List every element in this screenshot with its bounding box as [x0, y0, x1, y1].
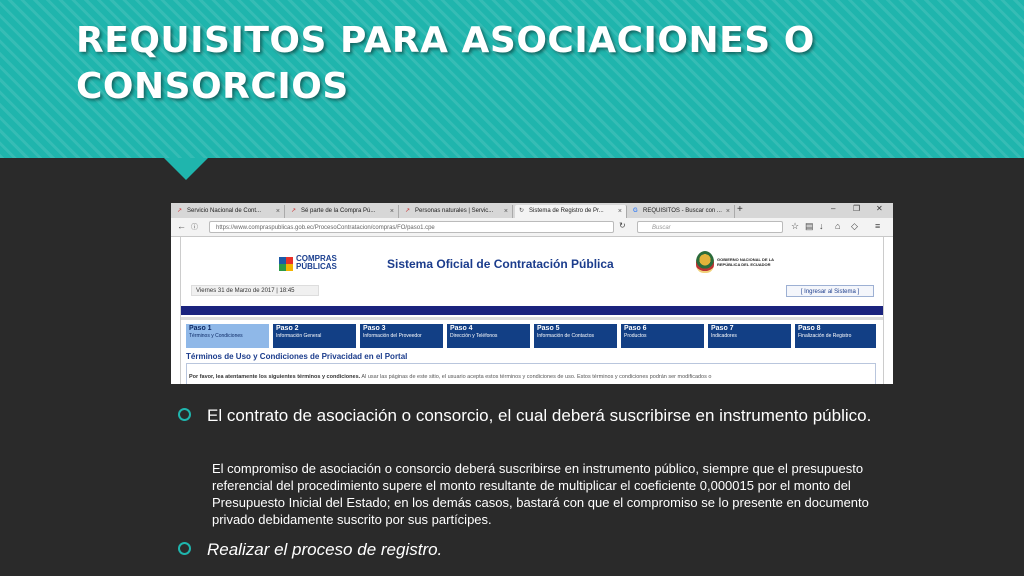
pocket-icon[interactable]: ◇	[851, 221, 858, 231]
close-window-icon[interactable]: ✕	[876, 204, 883, 213]
ecuador-seal-icon	[696, 251, 714, 273]
browser-tab-bar	[171, 203, 893, 218]
government-label: GOBIERNO NACIONAL DE LA REPÚBLICA DEL ECUADOR	[717, 257, 774, 267]
minimize-icon[interactable]: –	[831, 204, 836, 213]
compras-publicas-logo: COMPRAS PÚBLICAS	[279, 255, 341, 273]
step-5[interactable]: Paso 5 Información de Contactos	[534, 324, 619, 348]
step-8[interactable]: Paso 8 Finalización de Registro	[795, 324, 878, 348]
browser-tab[interactable]: ↗ Servicio Nacional de Cont... ×	[173, 205, 285, 218]
browser-toolbar	[171, 218, 893, 237]
maximize-icon[interactable]: ❐	[853, 204, 861, 213]
login-button[interactable]: [ Ingresar al Sistema ]	[786, 285, 874, 297]
info-icon[interactable]: ⓘ	[191, 224, 198, 231]
step-1[interactable]: Paso 1 Términos y Condiciones	[186, 324, 271, 348]
back-icon[interactable]: ←	[177, 221, 186, 231]
webpage	[180, 237, 884, 384]
menu-icon[interactable]: ≡	[875, 221, 881, 231]
step-7[interactable]: Paso 7 Indicadores	[708, 324, 793, 348]
bookmark-star-icon[interactable]: ☆	[791, 221, 800, 231]
step-2[interactable]: Paso 2 Información General	[273, 324, 358, 348]
url-input[interactable]: https://www.compraspublicas.gob.ec/ProcesoContratacion/compras/FO/paso1.cpe	[209, 221, 614, 233]
date-label: Viernes 31 de Marzo de 2017 | 18:45	[191, 285, 319, 296]
new-tab-icon[interactable]: +	[737, 204, 743, 215]
terms-heading: Términos de Uso y Condiciones de Privacidad en el Portal	[186, 352, 408, 361]
slide-title: REQUISITOS PARA ASOCIACIONES O CONSORCIOS	[76, 20, 815, 107]
bullet-circle-icon	[178, 542, 191, 555]
search-input[interactable]: Buscar	[637, 221, 783, 233]
header-notch	[164, 158, 208, 180]
top-band	[181, 306, 883, 315]
reload-icon[interactable]: ↻	[619, 221, 626, 230]
reading-list-icon[interactable]: ▤	[805, 221, 814, 231]
browser-tab[interactable]: G REQUISITOS - Buscar con ... ×	[629, 205, 735, 218]
browser-tab[interactable]: ↗ Sé parte de la Compra Pú... ×	[287, 205, 399, 218]
close-tab-icon[interactable]: ×	[275, 208, 280, 215]
page-icon: ↻	[519, 208, 525, 214]
registration-steps	[186, 324, 878, 348]
bullet-text: El contrato de asociación o consorcio, el cual deberá suscribirse en instrumento público.	[207, 406, 872, 425]
close-tab-icon[interactable]: ×	[725, 208, 730, 215]
bullet-text: Realizar el proceso de registro.	[207, 540, 443, 559]
close-tab-icon[interactable]: ×	[617, 208, 622, 215]
bullet-circle-icon	[178, 408, 191, 421]
step-6[interactable]: Paso 6 Productos	[621, 324, 706, 348]
page-icon: ↗	[177, 208, 183, 214]
step-3[interactable]: Paso 3 Información del Proveedor	[360, 324, 445, 348]
home-icon[interactable]: ⌂	[835, 221, 841, 231]
step-4[interactable]: Paso 4 Dirección y Teléfonos	[447, 324, 532, 348]
close-tab-icon[interactable]: ×	[389, 208, 394, 215]
google-icon: G	[633, 208, 638, 214]
browser-screenshot	[171, 203, 893, 384]
divider	[181, 317, 883, 320]
site-title: Sistema Oficial de Contratación Pública	[387, 257, 614, 271]
browser-tab-active[interactable]: ↻ Sistema de Registro de Pr... ×	[515, 205, 627, 218]
close-tab-icon[interactable]: ×	[503, 208, 508, 215]
page-icon: ↗	[405, 208, 411, 214]
download-icon[interactable]: ↓	[819, 221, 824, 231]
logo-mark	[279, 257, 293, 271]
browser-tab[interactable]: ↗ Personas naturales | Servic... ×	[401, 205, 513, 218]
page-icon: ↗	[291, 208, 297, 214]
terms-text: Por favor, lea atentamente los siguientes términos y condiciones. Al usar las páginas de este sitio, el usuario acepta estos términos y condiciones de uso. Estos términos y condiciones podrán ser modificados o	[189, 374, 712, 380]
sub-bullet-text: El compromiso de asociación o consorcio deberá suscribirse en instrumento público, siempre que el presupuesto referencial del procedimiento supere el monto resultante de multiplicar el coeficiente 0,000015 por el monto del Presupuesto Inicial del Estado; en los demás casos, bastará con que el compromiso se lo presente en documento privado debidamente suscrito por sus partícipes.	[212, 461, 869, 527]
